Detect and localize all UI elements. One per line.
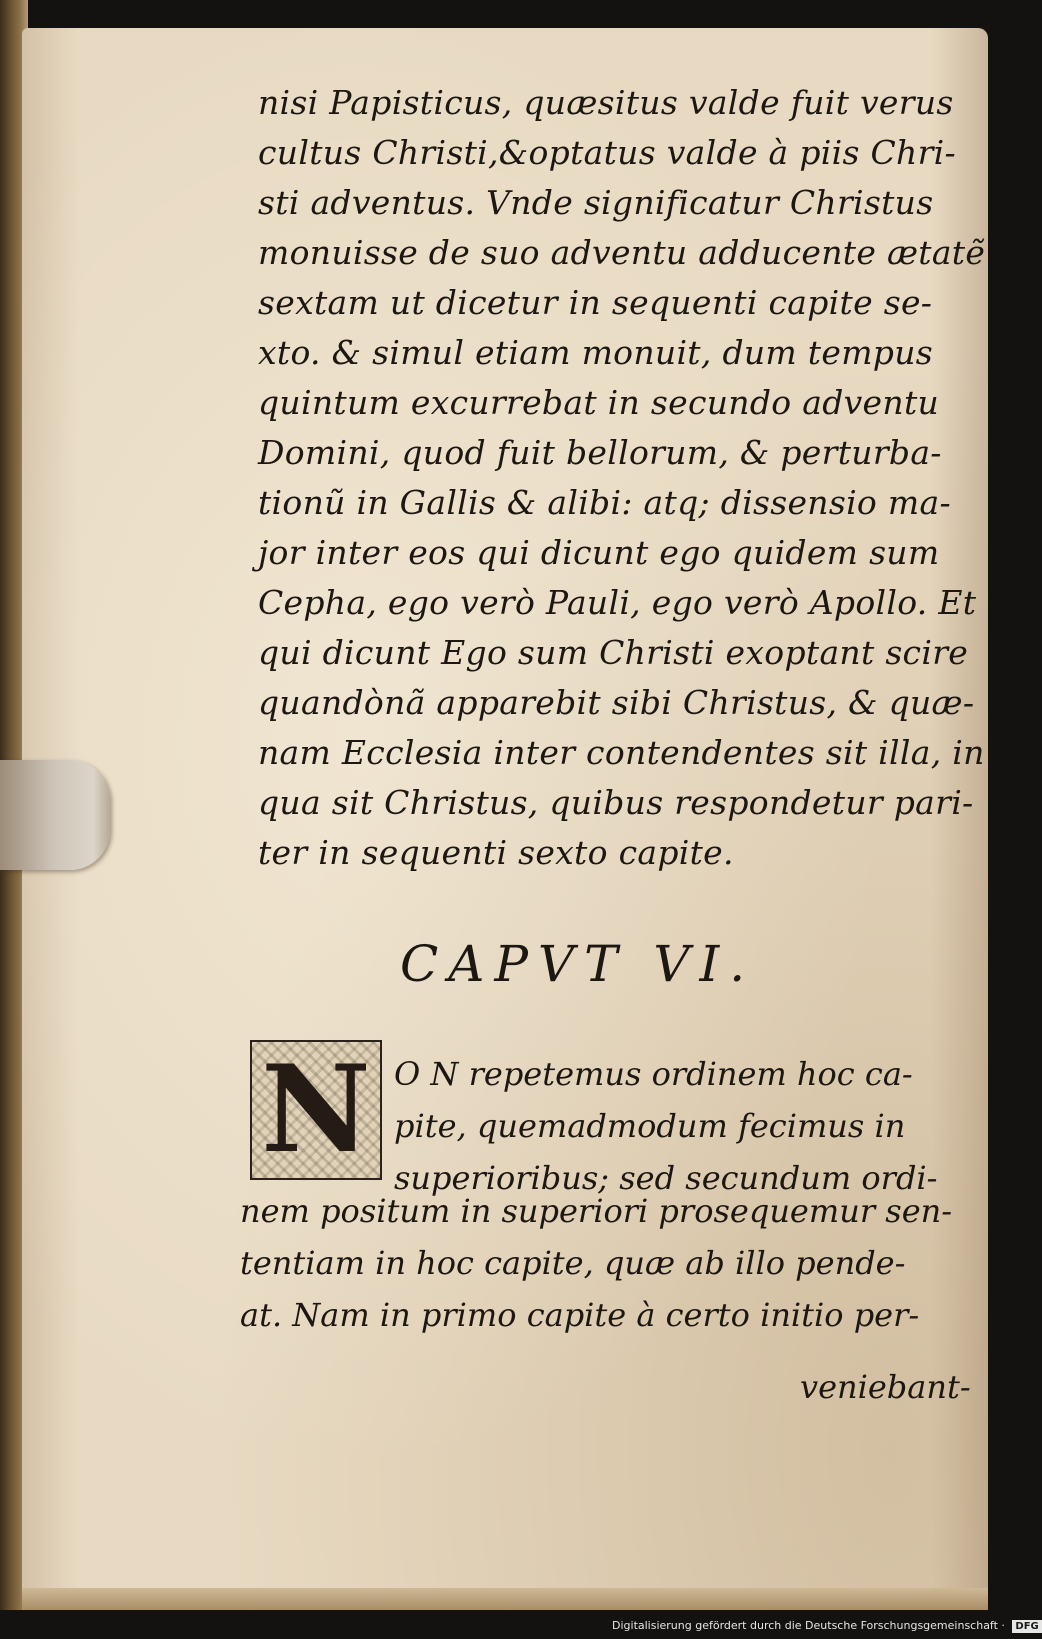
text-line: tentiam in hoc capite, quæ ab illo pende- [240, 1244, 906, 1282]
text-line: xto. & simul etiam monuit, dum tempus [258, 333, 933, 372]
text-line: quandònã apparebit sibi Christus, & quæ- [258, 683, 975, 722]
text-line: Cepha, ego verò Pauli, ego verò Apollo. Et [258, 583, 977, 622]
top-paragraph [258, 78, 986, 878]
text-line: nem positum in superiori prosequemur sen- [240, 1192, 953, 1230]
decorated-initial [250, 1040, 382, 1180]
chapter-heading: CAPVT VI. [400, 935, 756, 993]
text-line: monuisse de suo adventu adducente ætatẽ [258, 233, 986, 272]
text-line: nam Ecclesia inter contendentes sit illa, in [258, 733, 985, 772]
text-line: Domini, quod fuit bellorum, & perturba- [258, 433, 942, 472]
page-bottom-edge [22, 1588, 988, 1610]
page-clip-tab [0, 760, 110, 870]
paragraph-beside-initial [394, 1048, 954, 1204]
text-line: qua sit Christus, quibus respondetur pari- [258, 783, 974, 822]
text-line: tionũ in Gallis & alibi: atq; dissensio ma- [258, 483, 951, 522]
text-line: pite, quemadmodum fecimus in [394, 1107, 906, 1145]
catchword: veniebant- [800, 1368, 971, 1406]
text-line: sextam ut dicetur in sequenti capite se- [258, 283, 933, 322]
text-line: qui dicunt Ego sum Christi exoptant scire [258, 633, 969, 672]
text-line: cultus Christi,&optatus valde à piis Chri- [258, 133, 956, 172]
text-line: nisi Papisticus, quæsitus valde fuit verus [258, 83, 954, 122]
text-line: ter in sequenti sexto capite. [258, 833, 734, 872]
text-line: superioribus; sed secundum ordi- [394, 1159, 938, 1197]
text-line: sti adventus. Vnde significatur Christus [258, 183, 934, 222]
footer-text: Digitalisierung gefördert durch die Deutsche Forschungsgemeinschaft · [612, 1619, 1005, 1632]
initial-letter: N [261, 1039, 371, 1180]
text-line: O N repetemus ordinem hoc ca- [394, 1055, 913, 1093]
text-line: quintum excurrebat in secundo adventu [258, 383, 940, 422]
digitization-footer [612, 1619, 1042, 1633]
bottom-paragraph [240, 1185, 960, 1341]
text-line: jor inter eos qui dicunt ego quidem sum [258, 533, 940, 572]
text-line: at. Nam in primo capite à certo initio per- [240, 1296, 920, 1334]
dfg-logo: DFG [1012, 1620, 1041, 1633]
